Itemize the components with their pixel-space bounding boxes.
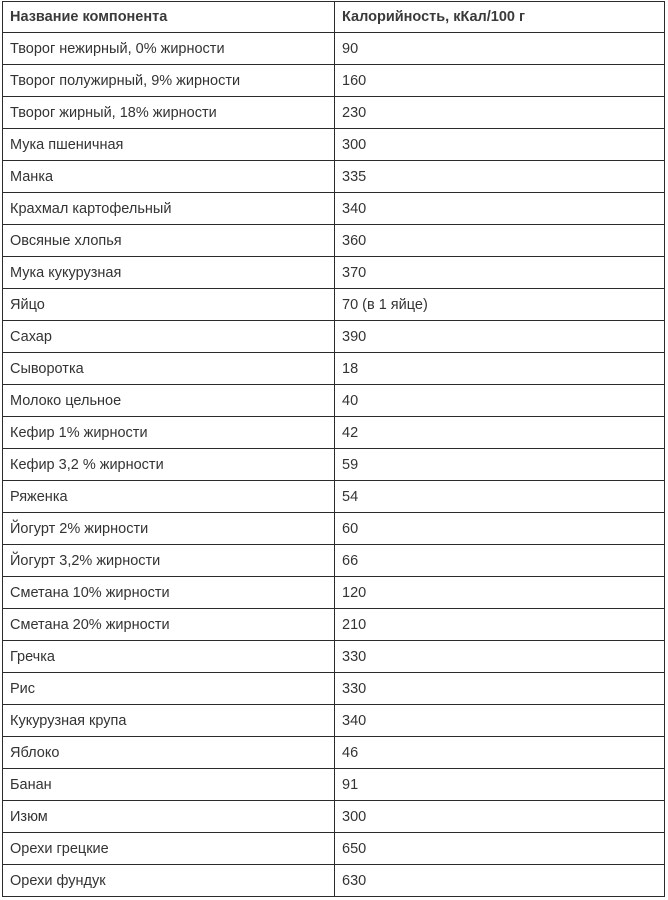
cell-component-name: Творог нежирный, 0% жирности (3, 33, 335, 65)
table-row (3, 33, 665, 65)
table-row (3, 193, 665, 225)
table-row (3, 545, 665, 577)
cell-component-name: Кукурузная крупа (3, 705, 335, 737)
cell-calories: 360 (335, 225, 665, 257)
cell-calories: 66 (335, 545, 665, 577)
cell-calories: 390 (335, 321, 665, 353)
cell-calories: 59 (335, 449, 665, 481)
table-row (3, 865, 665, 897)
cell-calories: 650 (335, 833, 665, 865)
cell-component-name: Ряженка (3, 481, 335, 513)
table-row (3, 353, 665, 385)
header-component-name: Название компонента (3, 2, 335, 33)
table-row (3, 577, 665, 609)
table-body (3, 33, 665, 897)
table-row (3, 641, 665, 673)
table-row (3, 801, 665, 833)
table-row (3, 609, 665, 641)
cell-component-name: Орехи грецкие (3, 833, 335, 865)
cell-component-name: Йогурт 3,2% жирности (3, 545, 335, 577)
cell-component-name: Рис (3, 673, 335, 705)
cell-component-name: Яйцо (3, 289, 335, 321)
cell-component-name: Молоко цельное (3, 385, 335, 417)
cell-component-name: Изюм (3, 801, 335, 833)
cell-component-name: Крахмал картофельный (3, 193, 335, 225)
cell-calories: 300 (335, 801, 665, 833)
cell-component-name: Сметана 10% жирности (3, 577, 335, 609)
cell-component-name: Яблоко (3, 737, 335, 769)
cell-component-name: Сметана 20% жирности (3, 609, 335, 641)
table-row (3, 129, 665, 161)
table-row (3, 289, 665, 321)
cell-calories: 335 (335, 161, 665, 193)
cell-component-name: Орехи фундук (3, 865, 335, 897)
cell-component-name: Сахар (3, 321, 335, 353)
cell-calories: 70 (в 1 яйце) (335, 289, 665, 321)
cell-component-name: Творог жирный, 18% жирности (3, 97, 335, 129)
cell-component-name: Манка (3, 161, 335, 193)
table-row (3, 225, 665, 257)
table-row (3, 449, 665, 481)
header-calories: Калорийность, кКал/100 г (335, 2, 665, 33)
table-row (3, 417, 665, 449)
cell-calories: 46 (335, 737, 665, 769)
table-row (3, 673, 665, 705)
cell-calories: 300 (335, 129, 665, 161)
cell-component-name: Йогурт 2% жирности (3, 513, 335, 545)
cell-calories: 90 (335, 33, 665, 65)
cell-component-name: Мука кукурузная (3, 257, 335, 289)
cell-calories: 370 (335, 257, 665, 289)
calorie-table (2, 1, 665, 897)
cell-component-name: Банан (3, 769, 335, 801)
table-row (3, 385, 665, 417)
cell-calories: 630 (335, 865, 665, 897)
table-row (3, 97, 665, 129)
table-row (3, 321, 665, 353)
cell-calories: 91 (335, 769, 665, 801)
cell-calories: 40 (335, 385, 665, 417)
table-header-row (3, 2, 665, 33)
cell-calories: 210 (335, 609, 665, 641)
cell-calories: 340 (335, 193, 665, 225)
cell-component-name: Кефир 1% жирности (3, 417, 335, 449)
cell-calories: 120 (335, 577, 665, 609)
table-row (3, 833, 665, 865)
cell-calories: 18 (335, 353, 665, 385)
cell-component-name: Кефир 3,2 % жирности (3, 449, 335, 481)
table-row (3, 737, 665, 769)
cell-component-name: Гречка (3, 641, 335, 673)
cell-calories: 330 (335, 641, 665, 673)
table-row (3, 705, 665, 737)
cell-calories: 160 (335, 65, 665, 97)
cell-component-name: Творог полужирный, 9% жирности (3, 65, 335, 97)
cell-component-name: Мука пшеничная (3, 129, 335, 161)
cell-calories: 340 (335, 705, 665, 737)
cell-calories: 60 (335, 513, 665, 545)
cell-calories: 42 (335, 417, 665, 449)
cell-calories: 54 (335, 481, 665, 513)
cell-component-name: Овсяные хлопья (3, 225, 335, 257)
table-row (3, 513, 665, 545)
table-row (3, 257, 665, 289)
cell-component-name: Сыворотка (3, 353, 335, 385)
table-row (3, 161, 665, 193)
cell-calories: 330 (335, 673, 665, 705)
table-row (3, 481, 665, 513)
cell-calories: 230 (335, 97, 665, 129)
table-row (3, 769, 665, 801)
table-row (3, 65, 665, 97)
